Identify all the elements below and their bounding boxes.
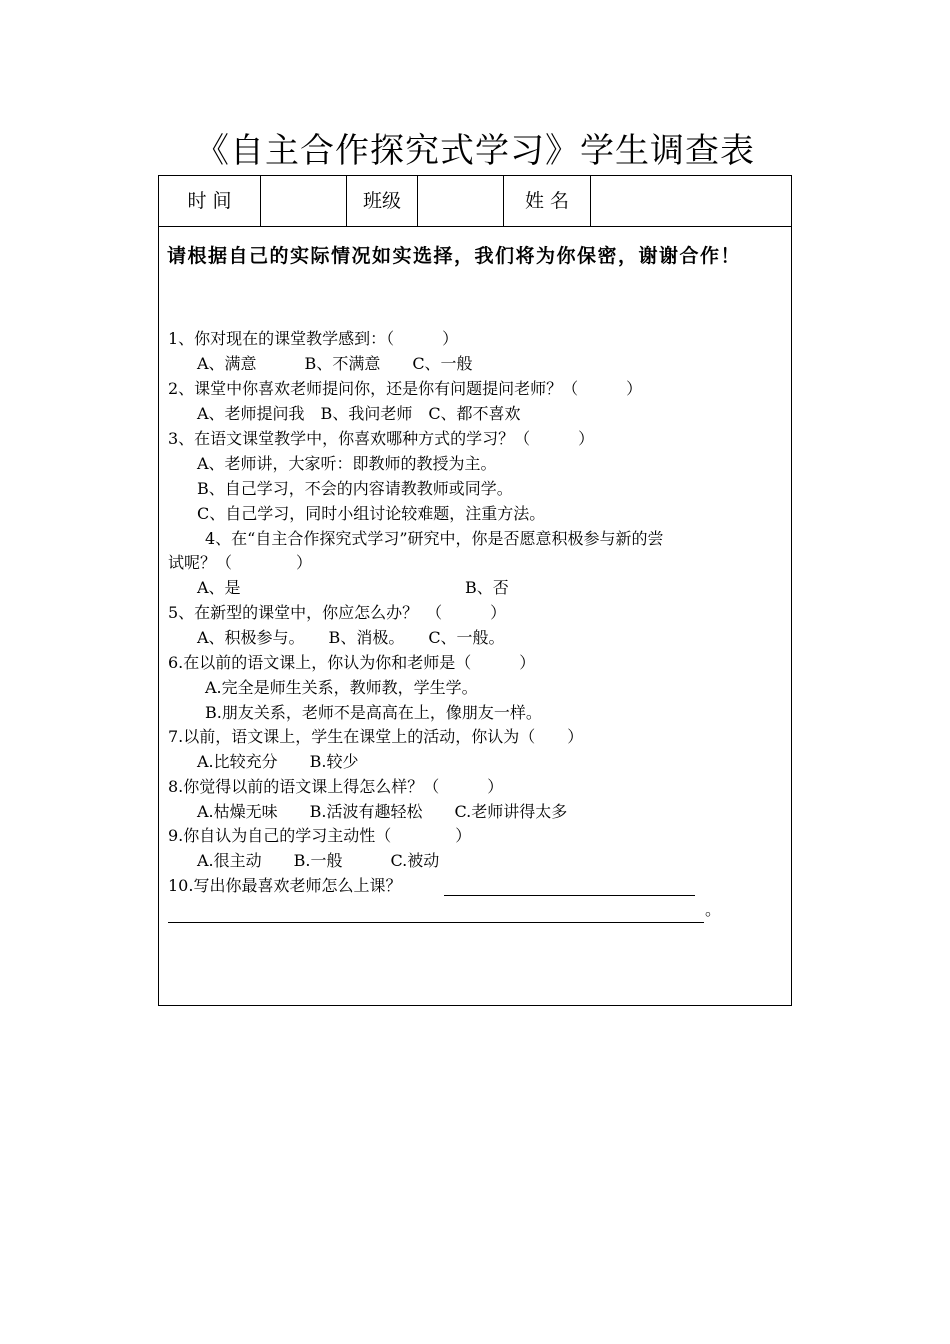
question-3-option-a: A、老师讲，大家听：即教师的教授为主。 bbox=[197, 454, 497, 473]
question-6-option-b: B.朋友关系，老师不是高高在上，像朋友一样。 bbox=[205, 703, 542, 722]
question-4: 4、在“自主合作探究式学习”研究中，你是否愿意积极参与新的尝 bbox=[205, 529, 664, 548]
time-label: 时 间 bbox=[159, 176, 261, 226]
name-field[interactable] bbox=[591, 176, 791, 226]
question-9: 9.你自认为自己的学习主动性（ ） bbox=[168, 826, 472, 845]
question-8-options: A.枯燥无味 B.活波有趣轻松 C.老师讲得太多 bbox=[197, 802, 568, 821]
answer-line-2[interactable] bbox=[168, 898, 704, 923]
time-field[interactable] bbox=[261, 176, 347, 226]
question-4-option-a: A、是 bbox=[197, 578, 241, 597]
answer-line-1[interactable] bbox=[444, 871, 695, 896]
question-1: 1、你对现在的课堂教学感到：（ ） bbox=[168, 329, 459, 348]
question-2-options: A、老师提问我 B、我问老师 C、都不喜欢 bbox=[197, 404, 521, 423]
intro-text: 请根据自己的实际情况如实选择，我们将为你保密，谢谢合作！ bbox=[167, 245, 742, 267]
question-8: 8.你觉得以前的语文课上得怎么样？（ ） bbox=[168, 777, 504, 796]
header-row bbox=[159, 176, 791, 227]
question-4-option-b: B、否 bbox=[465, 578, 509, 597]
question-4-continued: 试呢？（ ） bbox=[168, 553, 313, 572]
question-9-options: A.很主动 B.一般 C.被动 bbox=[197, 851, 440, 870]
question-2: 2、课堂中你喜欢老师提问你，还是你有问题提问老师？（ ） bbox=[168, 379, 643, 398]
question-10: 10.写出你最喜欢老师怎么上课？ bbox=[168, 876, 402, 895]
question-3-option-b: B、自己学习，不会的内容请教教师或同学。 bbox=[197, 479, 513, 498]
question-3: 3、在语文课堂教学中，你喜欢哪种方式的学习？（ ） bbox=[168, 429, 595, 448]
name-label: 姓 名 bbox=[504, 176, 591, 226]
question-6-option-a: A.完全是师生关系，教师教，学生学。 bbox=[205, 678, 478, 697]
question-6: 6.在以前的语文课上，你认为你和老师是（ ） bbox=[168, 653, 536, 672]
question-7: 7.以前，语文课上，学生在课堂上的活动，你认为（ ） bbox=[168, 727, 584, 746]
question-1-options: A、满意 B、不满意 C、一般 bbox=[197, 354, 473, 373]
survey-form bbox=[158, 175, 792, 1006]
question-5-options: A、积极参与。 B、消极。 C、一般。 bbox=[197, 628, 505, 647]
answer-end-mark: 。 bbox=[705, 900, 722, 919]
question-3-option-c: C、自己学习，同时小组讨论较难题，注重方法。 bbox=[197, 504, 546, 523]
class-field[interactable] bbox=[418, 176, 504, 226]
class-label: 班级 bbox=[347, 176, 418, 226]
question-7-options: A.比较充分 B.较少 bbox=[197, 752, 359, 771]
page-title: 《自主合作探究式学习》学生调查表 bbox=[195, 131, 755, 171]
question-5: 5、在新型的课堂中，你应怎么办？ （ ） bbox=[168, 603, 507, 622]
